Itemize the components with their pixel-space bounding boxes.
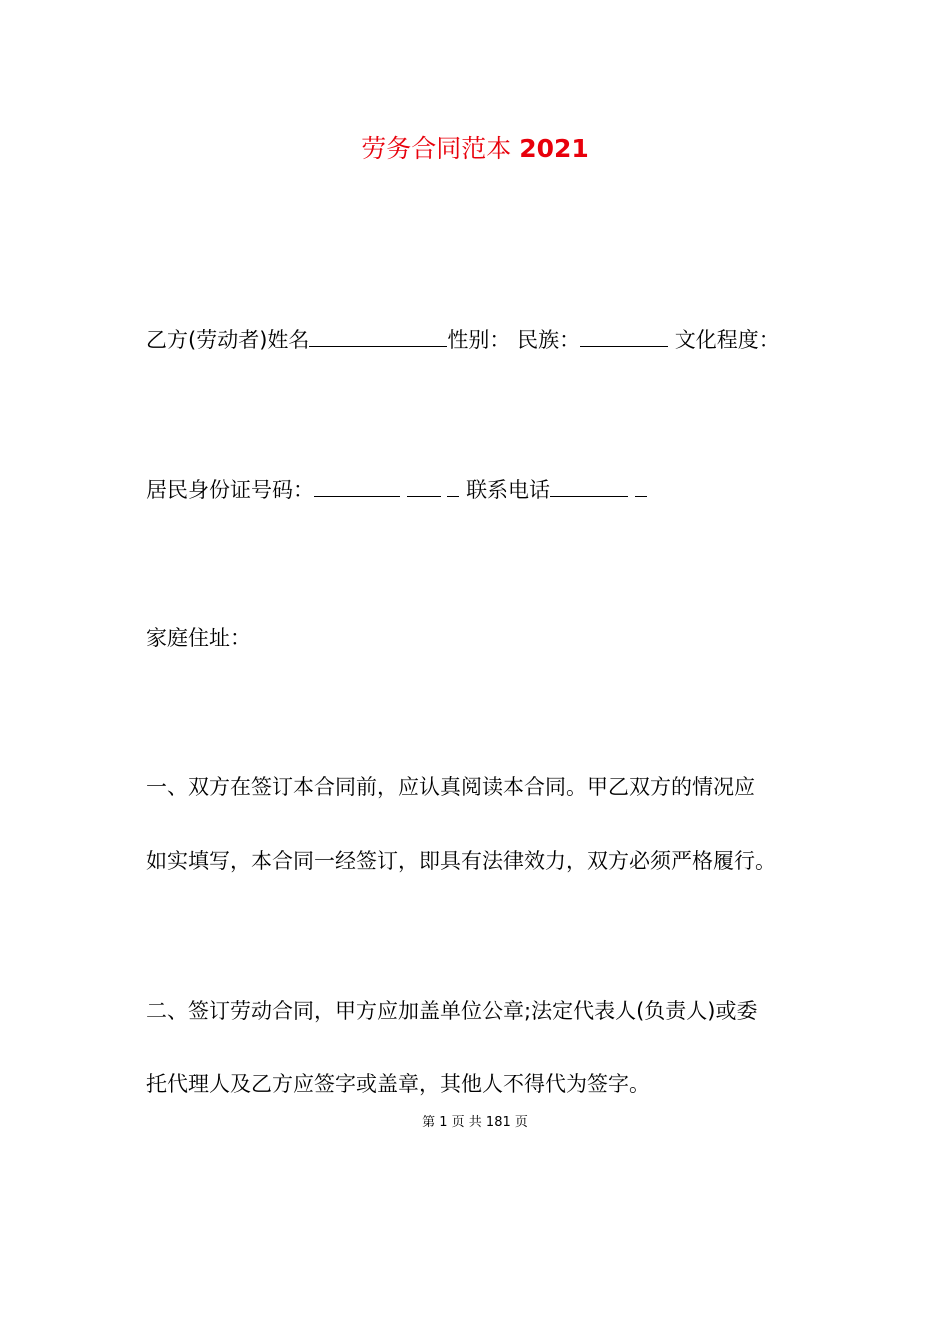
ethnicity-blank xyxy=(580,324,668,347)
id-blank-1 xyxy=(314,474,400,497)
title-text: 劳务合同范本 xyxy=(361,134,512,163)
phone-label: 联系电话 xyxy=(466,478,551,502)
name-label: 乙方(劳动者)姓名 xyxy=(146,328,310,352)
clause-1-line-2: 如实填写，本合同一经签订，即具有法律效力，双方必须严格履行。 xyxy=(146,849,776,873)
document-title xyxy=(0,132,950,166)
address-label: 家庭住址： xyxy=(146,626,251,650)
phone-blank-2 xyxy=(635,474,647,497)
education-label: 文化程度： xyxy=(674,328,780,352)
info-row-personal xyxy=(146,324,780,355)
id-label: 居民身份证号码： xyxy=(146,478,314,502)
clause-1-line-1: 一、双方在签订本合同前，应认真阅读本合同。甲乙双方的情况应 xyxy=(146,775,755,799)
clause-2-line-1: 二、签订劳动合同，甲方应加盖单位公章;法定代表人(负责人)或委 xyxy=(146,999,758,1023)
clause-2-line-2: 托代理人及乙方应签字或盖章，其他人不得代为签字。 xyxy=(146,1072,650,1096)
title-year: 2021 xyxy=(519,134,589,163)
name-blank xyxy=(309,324,447,347)
info-row-address xyxy=(146,623,251,653)
phone-blank-1 xyxy=(550,474,628,497)
id-blank-3 xyxy=(447,474,459,497)
gender-label: 性别： xyxy=(447,328,511,352)
ethnicity-label: 民族： xyxy=(517,328,581,352)
page-number: 第 1 页 共 181 页 xyxy=(422,1115,528,1130)
id-blank-2 xyxy=(407,474,441,497)
info-row-id xyxy=(146,474,647,505)
